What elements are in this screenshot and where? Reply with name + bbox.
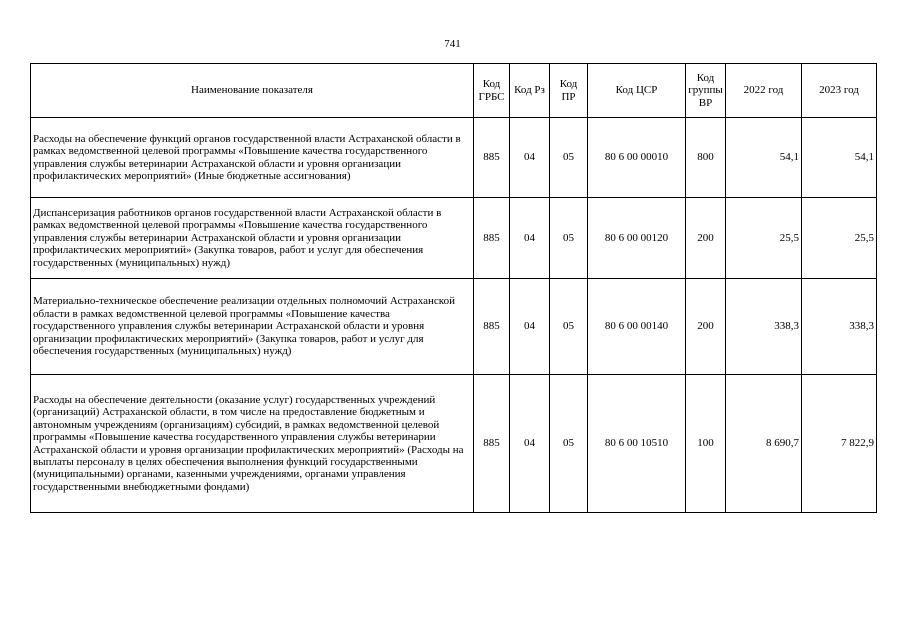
row-csr: 80 6 00 00140 bbox=[588, 279, 686, 375]
row-vr: 200 bbox=[686, 279, 726, 375]
row-name: Расходы на обеспечение функций органов государственной власти Астраханской области в рамках ведомственной целевой программы «Повышение качества государственного управления службы ветеринарии Астраханской области и уровня организации профилактических мероприятий» (Иные бюджетные ассигнования) bbox=[31, 118, 474, 198]
row-grbs: 885 bbox=[474, 375, 510, 513]
row-pr: 05 bbox=[550, 118, 588, 198]
header-name: Наименование показателя bbox=[31, 64, 474, 118]
row-vr: 200 bbox=[686, 198, 726, 279]
row-name: Материально-техническое обеспечение реализации отдельных полномочий Астраханской области в рамках ведомственной целевой программы «Повышение качества государственного управления службы ветеринарии Астраханской области и уровня организации профилактических мероприятий» (Закупка товаров, работ и услуг для обеспечения государственных (муниципальных) нужд) bbox=[31, 279, 474, 375]
row-grbs: 885 bbox=[474, 279, 510, 375]
table-row bbox=[31, 279, 877, 375]
row-2022: 54,1 bbox=[726, 118, 802, 198]
row-2022: 338,3 bbox=[726, 279, 802, 375]
table-row bbox=[31, 118, 877, 198]
header-rz: Код Рз bbox=[510, 64, 550, 118]
row-rz: 04 bbox=[510, 198, 550, 279]
row-pr: 05 bbox=[550, 279, 588, 375]
header-2022: 2022 год bbox=[726, 64, 802, 118]
row-rz: 04 bbox=[510, 118, 550, 198]
header-vr: Код группы ВР bbox=[686, 64, 726, 118]
row-2023: 54,1 bbox=[802, 118, 877, 198]
row-csr: 80 6 00 10510 bbox=[588, 375, 686, 513]
row-pr: 05 bbox=[550, 375, 588, 513]
row-rz: 04 bbox=[510, 279, 550, 375]
row-pr: 05 bbox=[550, 198, 588, 279]
row-2022: 25,5 bbox=[726, 198, 802, 279]
budget-table bbox=[30, 63, 877, 513]
row-csr: 80 6 00 00120 bbox=[588, 198, 686, 279]
row-vr: 100 bbox=[686, 375, 726, 513]
header-grbs: Код ГРБС bbox=[474, 64, 510, 118]
row-name: Расходы на обеспечение деятельности (оказание услуг) государственных учреждений (организаций) Астраханской области, в том числе на предоставление бюджетным и автономным учреждениям (организациям) субсидий, в рамках ведомственной целевой программы «Повышение качества государственного управления службы ветеринарии Астраханской области и уровня организации профилактических мероприятий» (Расходы на выплаты персоналу в целях обеспечения выполнения функций государственными (муниципальными) органами, казенными учреждениями, органами управления государственными внебюджетными фондами) bbox=[31, 375, 474, 513]
header-csr: Код ЦСР bbox=[588, 64, 686, 118]
row-2023: 25,5 bbox=[802, 198, 877, 279]
table-row bbox=[31, 375, 877, 513]
header-row bbox=[31, 64, 877, 118]
row-grbs: 885 bbox=[474, 118, 510, 198]
row-rz: 04 bbox=[510, 375, 550, 513]
page-number: 741 bbox=[444, 38, 461, 50]
header-2023: 2023 год bbox=[802, 64, 877, 118]
row-vr: 800 bbox=[686, 118, 726, 198]
row-2023: 338,3 bbox=[802, 279, 877, 375]
row-2023: 7 822,9 bbox=[802, 375, 877, 513]
row-name: Диспансеризация работников органов государственной власти Астраханской области в рамках ведомственной целевой программы «Повышение качества государственного управления службы ветеринарии Астраханской области и уровня организации профилактических мероприятий» (Закупка товаров, работ и услуг для обеспечения государственных (муниципальных) нужд) bbox=[31, 198, 474, 279]
row-grbs: 885 bbox=[474, 198, 510, 279]
row-csr: 80 6 00 00010 bbox=[588, 118, 686, 198]
header-pr: Код ПР bbox=[550, 64, 588, 118]
row-2022: 8 690,7 bbox=[726, 375, 802, 513]
table-row bbox=[31, 198, 877, 279]
